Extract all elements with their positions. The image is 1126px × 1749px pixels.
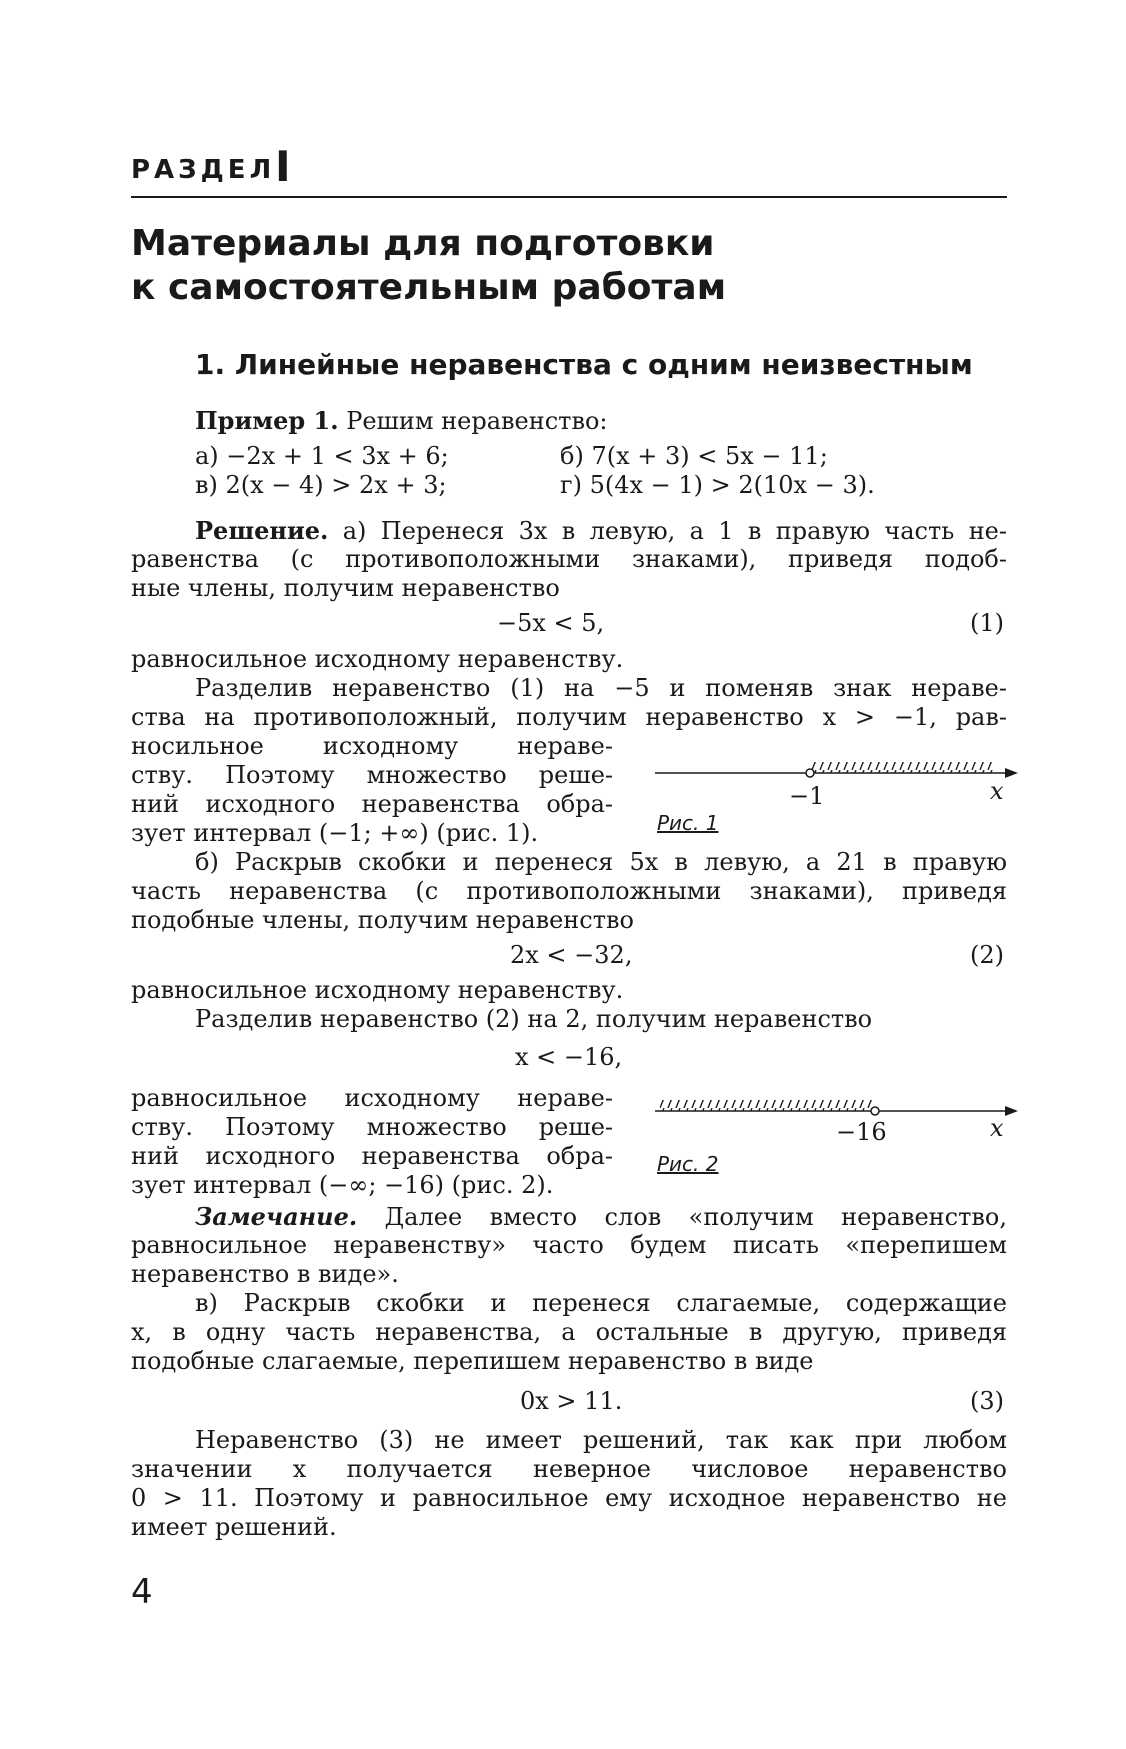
figure-2-axis-label: x bbox=[990, 1114, 1004, 1142]
section-label: РАЗДЕЛ bbox=[131, 155, 276, 185]
solution-b-line-5: Разделив неравенство (2) на 2, получим неравенство bbox=[195, 1005, 873, 1033]
chapter-title bbox=[131, 222, 1011, 310]
figure-1-axis-label: x bbox=[990, 777, 1004, 805]
solution-a-wrap-4: зует интервал (−1; +∞) (рис. 1). bbox=[131, 819, 539, 847]
open-point bbox=[806, 769, 814, 777]
solution-a-line-1 bbox=[195, 516, 1007, 546]
section-number: I bbox=[275, 142, 291, 191]
solution-b-wrap-4: зует интервал (−∞; −16) (рис. 2). bbox=[131, 1171, 554, 1199]
solution-c-line-4: Неравенство (3) не имеет решений, так как при любом bbox=[195, 1426, 1007, 1454]
axis-arrow bbox=[1005, 1106, 1018, 1116]
example-item-a: а) −2x + 1 < 3x + 6; bbox=[195, 442, 449, 470]
axis-arrow bbox=[1005, 768, 1018, 778]
solution-set-hatching bbox=[810, 762, 995, 773]
solution-b-line-4: равносильное исходному неравенству. bbox=[131, 976, 624, 1004]
solution-a-line-3: ные члены, получим неравенство bbox=[131, 574, 560, 602]
solution-set-hatching bbox=[660, 1100, 875, 1111]
page-number: 4 bbox=[131, 1572, 153, 1612]
solution-a-wrap-2: ству. Поэтому множество реше- bbox=[131, 761, 613, 789]
remark-text-1: Далее вместо слов «получим неравенство, bbox=[384, 1203, 1007, 1231]
formula-1-number: (1) bbox=[970, 609, 1004, 637]
solution-a-line-6: ства на противоположный, получим неравенство x > −1, рав- bbox=[131, 703, 1007, 731]
figure-1-number-line bbox=[650, 750, 1020, 790]
example-text: Решим неравенство: bbox=[346, 407, 608, 435]
chapter-title-line-1: Материалы для подготовки bbox=[131, 223, 715, 264]
solution-a-line-2: равенства (с противоположными знаками), приведя подоб- bbox=[131, 545, 1007, 573]
figure-1-point-label: −1 bbox=[789, 782, 825, 810]
solution-a-wrap-1: носильное исходному нераве- bbox=[131, 732, 613, 760]
solution-a-text-1: а) Перенеся 3x в левую, а 1 в правую часть не- bbox=[342, 517, 1007, 545]
remark-label: Замечание. bbox=[195, 1202, 358, 1231]
figure-2-point-label: −16 bbox=[836, 1118, 887, 1146]
example-item-d: г) 5(4x − 1) > 2(10x − 3). bbox=[560, 471, 875, 499]
example-item-b: б) 7(x + 3) < 5x − 11; bbox=[560, 442, 828, 470]
solution-b-line-1: б) Раскрыв скобки и перенеся 5x в левую, а 21 в правую bbox=[195, 848, 1007, 876]
remark-line-3: неравенство в виде». bbox=[131, 1260, 399, 1288]
solution-c-line-5: значении x получается неверное числовое неравенство bbox=[131, 1455, 1007, 1483]
solution-b-wrap-2: ству. Поэтому множество реше- bbox=[131, 1113, 613, 1141]
formula-2-number: (2) bbox=[970, 941, 1004, 969]
figure-2-caption: Рис. 2 bbox=[657, 1152, 719, 1176]
solution-b-wrap-3: ний исходного неравенства обра- bbox=[131, 1142, 613, 1170]
solution-c-line-1: в) Раскрыв скобки и перенеся слагаемые, содержащие bbox=[195, 1289, 1007, 1317]
formula-2b: x < −16, bbox=[515, 1043, 623, 1071]
solution-b-line-2: часть неравенства (с противоположными знаками), приведя bbox=[131, 877, 1007, 905]
solution-c-line-6: 0 > 11. Поэтому и равносильное ему исходное неравенство не bbox=[131, 1484, 1007, 1512]
solution-a-wrap-3: ний исходного неравенства обра- bbox=[131, 790, 613, 818]
formula-3: 0x > 11. bbox=[520, 1387, 623, 1415]
solution-a-line-4: равносильное исходному неравенству. bbox=[131, 645, 624, 673]
example-item-c: в) 2(x − 4) > 2x + 3; bbox=[195, 471, 447, 499]
formula-1: −5x < 5, bbox=[497, 609, 605, 637]
solution-a-line-5: Разделив неравенство (1) на −5 и поменяв знак нераве- bbox=[195, 674, 1007, 702]
figure-1-caption: Рис. 1 bbox=[657, 811, 719, 835]
solution-c-line-3: подобные слагаемые, перепишем неравенство в виде bbox=[131, 1347, 814, 1375]
figure-2-number-line bbox=[650, 1088, 1020, 1128]
solution-c-line-7: имеет решений. bbox=[131, 1513, 337, 1541]
formula-2: 2x < −32, bbox=[510, 941, 633, 969]
solution-label: Решение. bbox=[195, 516, 329, 545]
remark-line-1 bbox=[195, 1202, 1007, 1232]
open-point bbox=[871, 1107, 879, 1115]
solution-c-line-2: x, в одну часть неравенства, а остальные в другую, приведя bbox=[131, 1318, 1007, 1346]
header-rule bbox=[131, 196, 1007, 198]
chapter-title-line-2: к самостоятельным работам bbox=[131, 267, 727, 308]
example-label: Пример 1. bbox=[195, 406, 339, 435]
solution-b-wrap-1: равносильное исходному нераве- bbox=[131, 1084, 613, 1112]
remark-line-2: равносильное неравенству» часто будем писать «перепишем bbox=[131, 1231, 1007, 1259]
solution-b-line-3: подобные члены, получим неравенство bbox=[131, 906, 634, 934]
formula-3-number: (3) bbox=[970, 1387, 1004, 1415]
example-heading bbox=[195, 406, 608, 436]
section-title: 1. Линейные неравенства с одним неизвестным bbox=[195, 348, 973, 381]
